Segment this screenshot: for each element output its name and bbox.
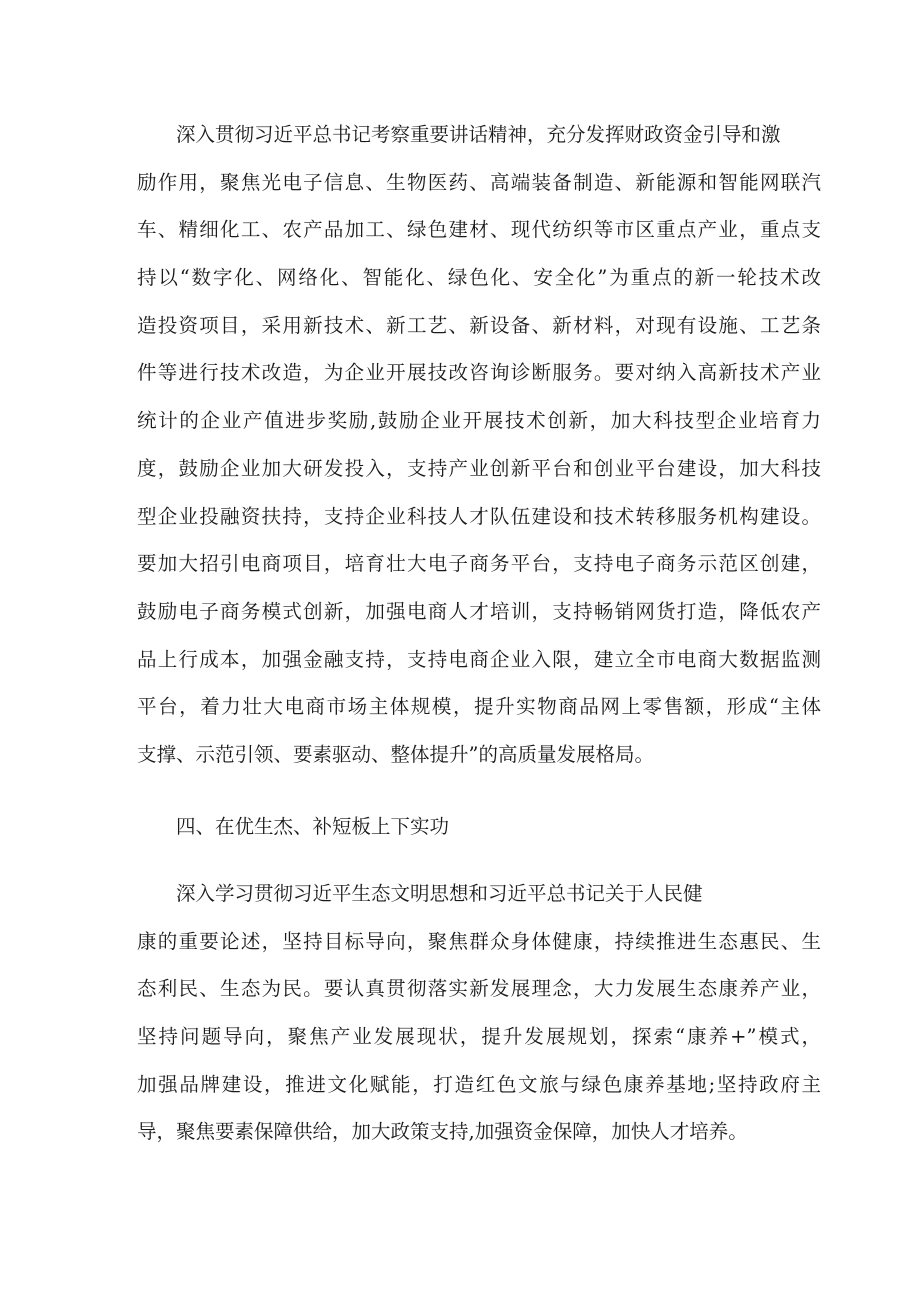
text-line: 深入贯彻习近平总书记考察重要讲话精神，充分发挥财政资金引导和激 [176, 123, 781, 146]
text-line: 坚持问题导向，聚焦产业发展现状，提升发展规划，探索“康养+”模式， [137, 1025, 821, 1049]
text-line: 度，鼓励企业加大研发投入，支持产业创新平台和创业平台建设，加大科技 [137, 456, 821, 480]
text-line: 励作用，聚焦光电子信息、生物医药、高端装备制造、新能源和智能网联汽 [137, 170, 821, 194]
text-line: 车、精细化工、农产品加工、绿色建材、现代纺织等市区重点产业，重点支 [137, 218, 821, 242]
document-page [137, 120, 821, 1144]
text-line: 统计的企业产值进步奖励,鼓励企业开展技术创新，加大科技型企业培育力 [137, 409, 821, 433]
text-line: 件等进行技术改造，为企业开展技改咨询诊断服务。要对纳入高新技术产业 [137, 361, 821, 385]
text-line: 导，聚焦要素保障供给，加大政策支持,加强资金保障，加快人才培养。 [137, 1120, 748, 1144]
text-line: 深入学习贯彻习近平生态文明思想和习近平总书记关于人民健 [176, 882, 703, 905]
section-heading: 四、在优生杰、补短板上下实功 [176, 815, 450, 838]
text-line: 持以“数字化、网络化、智能化、绿色化、安全化”为重点的新一轮技术改 [137, 266, 821, 290]
text-line: 鼓励电子商务模式创新，加强电商人才培训，支持畅销网货打造，降低农产 [137, 599, 821, 623]
text-line: 加强品牌建设，推进文化赋能，打造红色文旅与绿色康养基地;坚持政府主 [137, 1072, 821, 1096]
paragraph-2 [137, 879, 821, 1165]
paragraph-1 [137, 120, 821, 788]
text-line: 品上行成本，加强金融支持，支持电商企业入限，建立全市电商大数据监测 [137, 647, 821, 671]
text-line: 康的重要论述，坚持目标导向，聚焦群众身体健康，持续推进生态惠民、生 [137, 929, 821, 953]
text-line: 态利民、生态为民。要认真贯彻落实新发展理念，大力发展生态康养产业， [137, 977, 821, 1001]
text-line: 造投资项目，采用新技术、新工艺、新设备、新材料，对现有设施、工艺条 [137, 313, 821, 337]
text-line: 平台，着力壮大电商市场主体规模，提升实物商品网上零售额，形成“主体 [137, 695, 821, 719]
text-line: 要加大招引电商项目，培育壮大电子商务平台，支持电子商务示范区创建， [137, 552, 821, 576]
text-line: 支撑、示范引领、要素驱动、整体提升”的高质量发展格局。 [137, 742, 654, 766]
text-line: 型企业投融资扶持，支持企业科技人才队伍建设和技术转移服务机构建设。 [137, 504, 821, 528]
